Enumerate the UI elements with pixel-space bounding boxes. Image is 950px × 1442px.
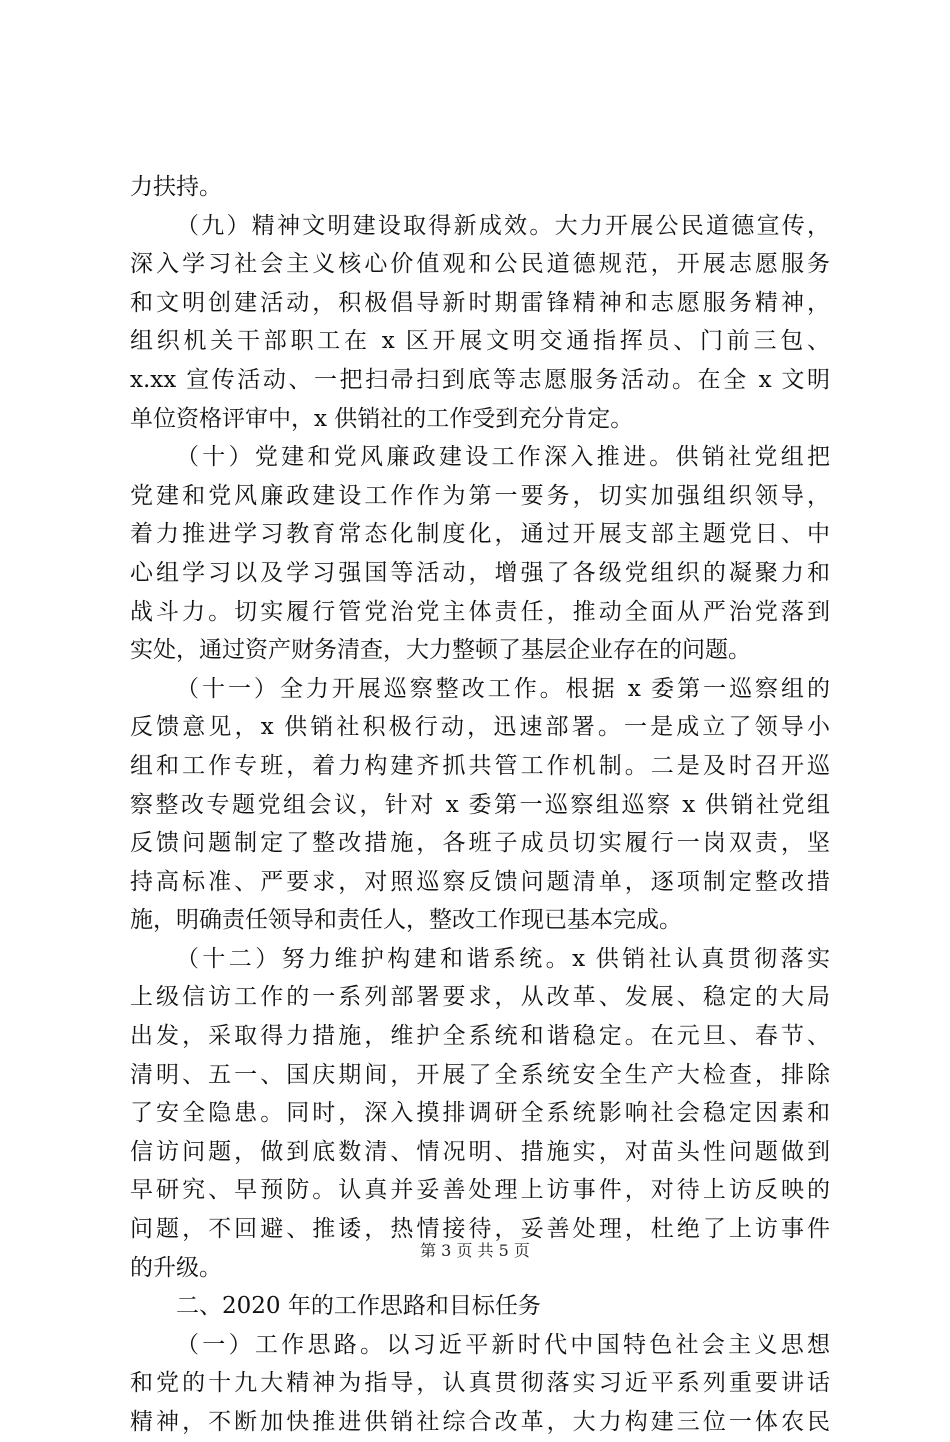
text-line: 二、2020 年的工作思路和目标任务 <box>176 1293 541 1320</box>
text-line: 单位资格评审中，x 供销社的工作受到充分肯定。 <box>130 405 634 432</box>
text-line: 力扶持。 <box>130 174 222 200</box>
text-line: 施，明确责任领导和责任人，整改工作现已基本完成。 <box>130 907 682 934</box>
text-line: 出发，采取得力措施，维护全系统和谐稳定。在元旦、春节、 <box>130 1023 830 1050</box>
text-line: 和文明创建活动，积极倡导新时期雷锋精神和志愿服务精神， <box>130 289 830 316</box>
page-footer: 第 3 页 共 5 页 <box>420 1241 530 1260</box>
text-line: 战斗力。切实履行管党治党主体责任，推动全面从严治党落到 <box>130 598 830 625</box>
text-line: 实处，通过资产财务清查，大力整顿了基层企业存在的问题。 <box>130 637 751 664</box>
text-line: x.xx 宣传活动、一把扫帚扫到底等志愿服务活动。在全 x 文明 <box>130 366 830 393</box>
text-line: 精神，不断加快推进供销社综合改革，大力构建三位一体农民 <box>130 1409 830 1435</box>
text-line: 上级信访工作的一系列部署要求，从改革、发展、稳定的大局 <box>130 984 830 1011</box>
text-line: 反馈问题制定了整改措施，各班子成员切实履行一岗双责，坚 <box>130 830 830 857</box>
text-line: （十）党建和党风廉政建设工作深入推进。供销社党组把 <box>176 444 830 471</box>
text-line: 清明、五一、国庆期间，开展了全系统安全生产大检查，排除 <box>130 1061 830 1088</box>
text-line: 信访问题，做到底数清、情况明、措施实，对苗头性问题做到 <box>130 1138 830 1165</box>
text-line: 着力推进学习教育常态化制度化，通过开展支部主题党日、中 <box>130 521 830 548</box>
text-line: 反馈意见，x 供销社积极行动，迅速部署。一是成立了领导小 <box>130 714 830 741</box>
text-line: 问题，不回避、推诿，热情接待，妥善处理，杜绝了上访事件 <box>130 1216 830 1243</box>
text-line: 深入学习社会主义核心价值观和公民道德规范，开展志愿服务 <box>130 251 830 278</box>
text-line: 的升级。 <box>130 1254 222 1281</box>
text-line: 党建和党风廉政建设工作作为第一要务，切实加强组织领导， <box>130 482 830 509</box>
text-line: 组和工作专班，着力构建齐抓共管工作机制。二是及时召开巡 <box>130 752 830 779</box>
text-line: 和党的十九大精神为指导，认真贯彻落实习近平系列重要讲话 <box>130 1370 830 1397</box>
text-line: （十一）全力开展巡察整改工作。根据 x 委第一巡察组的 <box>176 675 830 702</box>
text-line: 了安全隐患。同时，深入摸排调研全系统影响社会稳定因素和 <box>130 1100 830 1127</box>
text-line: （一）工作思路。以习近平新时代中国特色社会主义思想 <box>176 1331 830 1358</box>
text-line: 心组学习以及学习强国等活动，增强了各级党组织的凝聚力和 <box>130 559 830 586</box>
text-line: 组织机关干部职工在 x 区开展文明交通指挥员、门前三包、 <box>130 328 830 355</box>
text-line: （九）精神文明建设取得新成效。大力开展公民道德宣传， <box>176 212 830 239</box>
text-line: （十二）努力维护构建和谐系统。x 供销社认真贯彻落实 <box>176 945 830 972</box>
text-line: 察整改专题党组会议，针对 x 委第一巡察组巡察 x 供销社党组 <box>130 791 830 818</box>
text-line: 早研究、早预防。认真并妥善处理上访事件，对待上访反映的 <box>130 1177 830 1204</box>
text-line: 持高标准、严要求，对照巡察反馈问题清单，逐项制定整改措 <box>130 868 830 895</box>
